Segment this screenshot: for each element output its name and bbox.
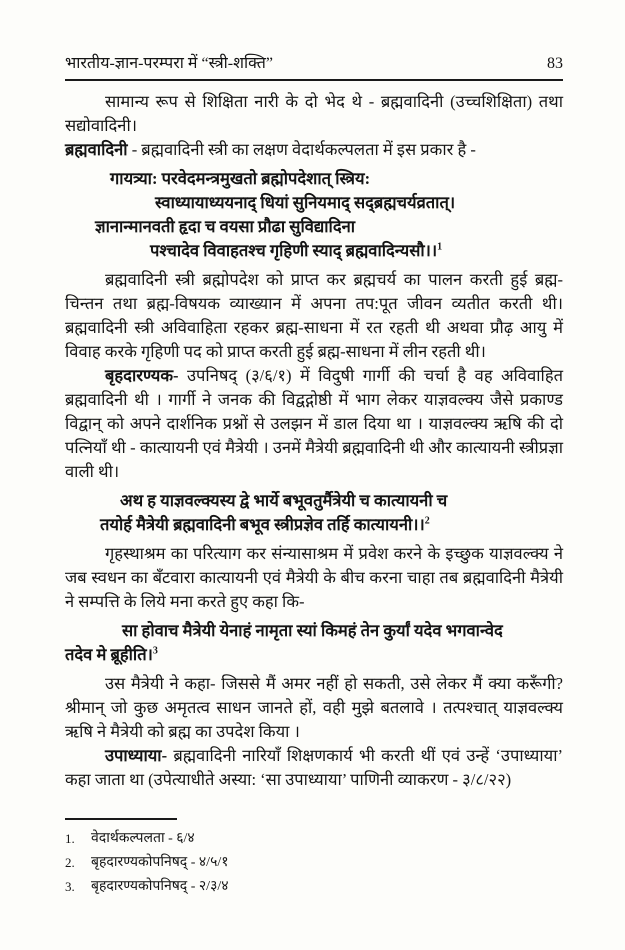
verse-line: स्वाध्यायाध्ययनाद् धियां सुनियमाद् सद्ब्रह्मचर्यव्रतात्। [155, 193, 456, 212]
verse-line: सा होवाच मैत्रेयी येनाहं नामृता स्यां किमहं तेन कुर्यां यदेव भगवान्वेद [122, 621, 503, 640]
page-body [65, 90, 563, 792]
footnote-ref-1: 1 [437, 241, 443, 253]
term-brahmavadini: ब्रह्मवादिनी [65, 140, 128, 159]
verse-line: गायत्र्या: परवेदमन्त्रमुखतो ब्रह्मोपदेशात् स्त्रिय: [110, 169, 371, 188]
footnote [65, 827, 563, 851]
brihadaranyaka-text: उपनिषद् (३/६/१) में विदुषी गार्गी की चर्चा है वह अविवाहित ब्रह्मवादिनी थी । गार्गी ने जनक की विद्वद्गोष्ठी में भाग लेकर याज्ञवल्क्य जैसे प्रकाण्ड विद्वान् को अपने दार्शनिक प्रश्नों से उलझन में डाल दिया था । याज्ञवल्क्य ऋषि की दो पत्नियाँ थी - कात्यायनी एवं मैत्रेयी । उनमें मैत्रेयी ब्रह्मवादिनी थी और कात्यायनी स्त्रीप्रज्ञा वाली थी। [65, 366, 563, 481]
verse-line-text: तयोर्ह मैत्रेयी ब्रह्मवादिनी बभूव स्त्रीप्रज्ञेव तर्हि कात्यायनी।। [100, 515, 425, 534]
verse-line-text: पश्चादेव विवाहतश्च गृहिणी स्याद् ब्रह्मवादिन्यसौ।। [150, 241, 438, 260]
paragraph-upadhyaya [65, 744, 563, 792]
footnote-number: 1. [65, 831, 75, 846]
verse-line [65, 643, 563, 667]
verse-yajnavalkya-wives [65, 489, 563, 537]
footnote-ref-2: 2 [424, 515, 430, 527]
verse-vedarthakalpalata [65, 167, 563, 263]
header-rule [65, 79, 563, 81]
verse-line-text: तदेव मे ब्रूहीति। [65, 645, 153, 664]
footnote-rule [65, 818, 177, 820]
footnote [65, 851, 563, 875]
term-upadhyaya: उपाध्याया- [105, 746, 168, 765]
verse-line [100, 513, 563, 537]
definition-text: - ब्रह्मवादिनी स्त्री का लक्षण वेदार्थकल्पलता में इस प्रकार है - [127, 140, 476, 159]
running-title: भारतीय-ज्ञान-परम्परा में “स्त्री-शक्ति” [65, 55, 273, 72]
verse-line [150, 239, 563, 263]
paragraph-intro: सामान्य रूप से शिक्षिता नारी के दो भेद थे - ब्रह्मवादिनी (उच्चशिक्षिता) तथा सद्योवादिनी। [65, 92, 563, 135]
term-brihadaranyaka: बृहदारण्यक- [105, 366, 179, 385]
footnote-number: 2. [65, 855, 75, 870]
footnote-number: 3. [65, 879, 75, 894]
paragraph-brahmavadini-definition [65, 138, 563, 162]
paragraph-brihadaranyaka [65, 364, 563, 484]
page-header [65, 54, 563, 74]
verse-line: ज्ञानान्मानवती हृदा च वयसा प्रौढा सुविद्यादिना [95, 217, 356, 236]
paragraph-maitreyi-reply: उस मैत्रेयी ने कहा- जिससे मैं अमर नहीं हो सकती, उसे लेकर मैं क्या करूँगी? श्रीमान् जो कुछ अमृतत्व साधन जानते हों, वही मुझे बतलावे । तत्पश्चात् याज्ञवल्क्य ऋषि ने मैत्रेयी को ब्रह्म का उपदेश किया । [65, 674, 563, 741]
footnote-text: बृहदारण्यकोपनिषद् - ४/५/१ [91, 855, 229, 870]
footnote-ref-3: 3 [152, 645, 158, 657]
verse-maitreyi-quote [65, 619, 563, 667]
upadhyaya-text: ब्रह्मवादिनी नारियाँ शिक्षणकार्य भी करती थीं एवं उन्हें ‘उपाध्याया’ कहा जाता था (उपेत्याधीते अस्या: ‘सा उपाध्याया’ पाणिनी व्याकरण - ३/८/२२) [65, 746, 563, 789]
verse-line: अथ ह याज्ञवल्क्यस्य द्वे भार्ये बभूवतुर्मैत्रेयी च कात्यायनी च [120, 491, 448, 510]
footnote [65, 875, 563, 899]
footnote-text: वेदार्थकल्पलता - ६/४ [91, 831, 195, 846]
footnote-area [65, 818, 563, 899]
footnote-text: बृहदारण्यकोपनिषद् - २/३/४ [91, 879, 229, 894]
page-number: 83 [547, 55, 563, 72]
paragraph-property-division: गृहस्थाश्रम का परित्याग कर संन्यासाश्रम में प्रवेश करने के इच्छुक याज्ञवल्क्य ने जब स्वधन का बँटवारा कात्यायनी एवं मैत्रेयी के बीच करना चाहा तब ब्रह्मवादिनी मैत्रेयी ने सम्पत्ति के लिये मना करते हुए कहा कि- [65, 544, 563, 611]
paragraph-brahmavadini-description: ब्रह्मवादिनी स्त्री ब्रह्मोपदेश को प्राप्त कर ब्रह्मचर्य का पालन करती हुई ब्रह्म-चिन्तन तथा ब्रह्म-विषयक व्याख्यान में अपना तप:पूत जीवन व्यतीत करती थी। ब्रह्मवादिनी स्त्री अविवाहिता रहकर ब्रह्म-साधना में रत रहती थी अथवा प्रौढ़ आयु में विवाह करके गृहिणी पद को प्राप्त करती हुई ब्रह्म-साधना में लीन रहती थी। [65, 270, 563, 361]
